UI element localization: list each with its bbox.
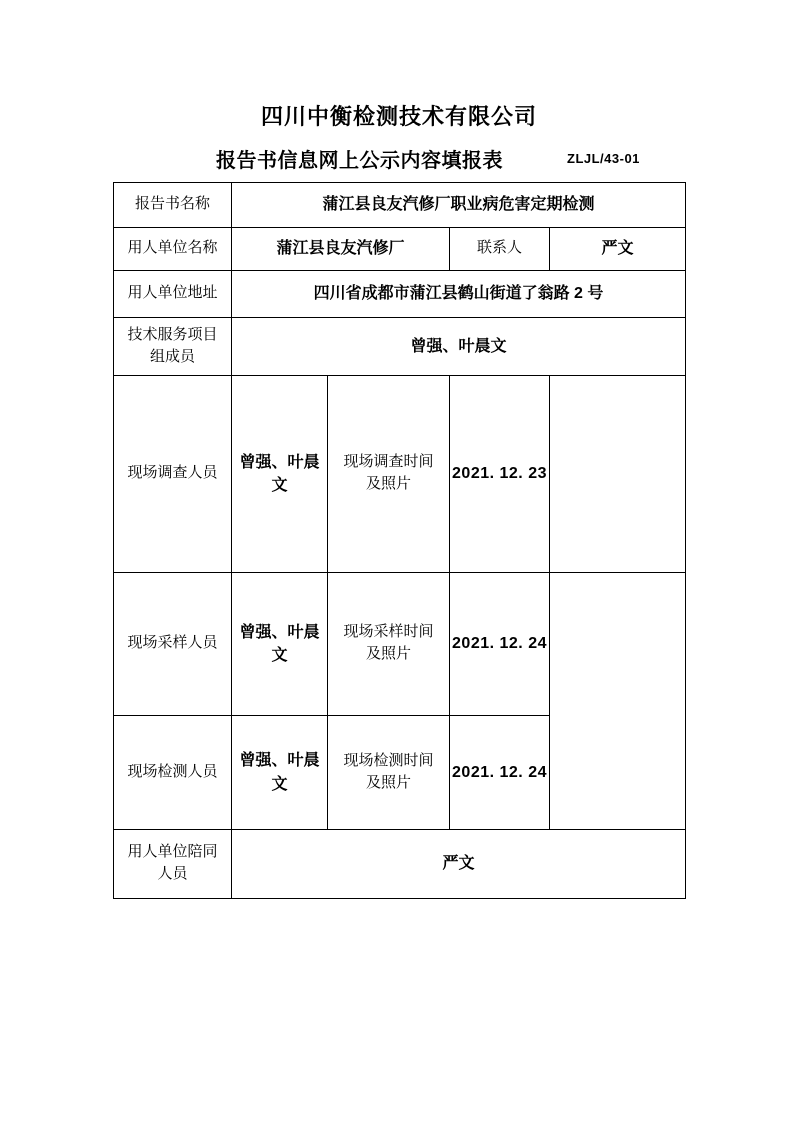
- project-team-label-cell: 技术服务项目组成员: [114, 318, 232, 376]
- sampling-testing-photo-cell: [550, 573, 686, 830]
- sampling-personnel-label-cell: 现场采样人员: [114, 573, 232, 716]
- project-team-value-cell: 曾强、叶晨文: [232, 318, 686, 376]
- form-title: 报告书信息网上公示内容填报表: [216, 150, 503, 172]
- sampling-personnel-value-cell: 曾强、叶晨文: [232, 573, 328, 716]
- survey-time-label-cell: 现场调查时间及照片: [328, 376, 450, 573]
- survey-date-cell: 2021. 12. 23: [450, 376, 550, 573]
- testing-personnel-label-cell: 现场检测人员: [114, 716, 232, 830]
- accompanying-label-cell: 用人单位陪同人员: [114, 830, 232, 899]
- testing-time-label-cell: 现场检测时间及照片: [328, 716, 450, 830]
- report-info-table: [113, 182, 686, 899]
- form-code: ZLJL/43-01: [567, 151, 640, 166]
- survey-personnel-label-cell: 现场调查人员: [114, 376, 232, 573]
- employer-address-label-cell: 用人单位地址: [114, 271, 232, 318]
- employer-address-value-cell: 四川省成都市蒲江县鹤山街道了翁路 2 号: [232, 271, 686, 318]
- employer-name-label-cell: 用人单位名称: [114, 228, 232, 271]
- sampling-time-label-cell: 现场采样时间及照片: [328, 573, 450, 716]
- employer-name-value-cell: 蒲江县良友汽修厂: [232, 228, 450, 271]
- contact-label-cell: 联系人: [450, 228, 550, 271]
- testing-personnel-value-cell: 曾强、叶晨文: [232, 716, 328, 830]
- accompanying-value-cell: 严文: [232, 830, 686, 899]
- company-title: 四川中衡检测技术有限公司: [260, 104, 537, 129]
- contact-value-cell: 严文: [550, 228, 686, 271]
- testing-date-cell: 2021. 12. 24: [450, 716, 550, 830]
- survey-photo-cell: [550, 376, 686, 573]
- survey-personnel-value-cell: 曾强、叶晨文: [232, 376, 328, 573]
- report-name-value-cell: 蒲江县良友汽修厂职业病危害定期检测: [232, 183, 686, 228]
- sampling-date-cell: 2021. 12. 24: [450, 573, 550, 716]
- report-name-label-cell: 报告书名称: [114, 183, 232, 228]
